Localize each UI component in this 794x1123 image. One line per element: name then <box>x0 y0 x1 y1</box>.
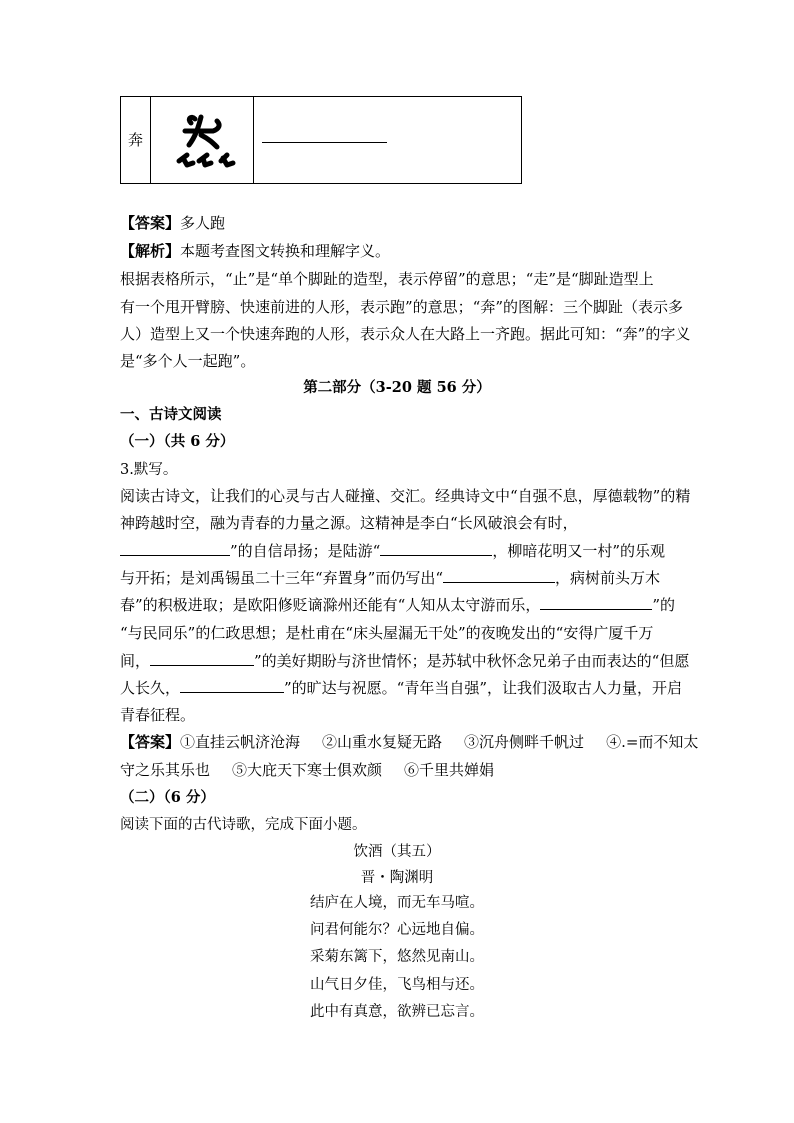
answer-line-1 <box>120 212 225 233</box>
answer-text: 多人跑 <box>180 214 226 232</box>
character-table <box>120 96 522 184</box>
cloze-line: 青春征程。 <box>120 706 196 724</box>
cloze-line <box>120 677 682 698</box>
subheading-2: （二）（6 分） <box>120 789 215 806</box>
blank-2[interactable] <box>380 541 492 556</box>
cloze-text: 间， <box>120 652 151 670</box>
paragraph-line: 是“多个人一起跑”。 <box>120 352 256 370</box>
paragraph-line: 有一个甩开臂膀、快速前进的人形，表示跑”的意思；“奔”的图解：三个脚趾（表示多 <box>120 298 684 316</box>
heading-1: 一、古诗文阅读 <box>120 406 222 423</box>
answer-item: ①直挂云帆济沧海 <box>180 733 301 751</box>
instruction: 阅读下面的古代诗歌，完成下面小题。 <box>120 817 367 833</box>
cloze-text: ”的旷达与祝愿。“青年当自强”，让我们汲取古人力量，开启 <box>284 679 683 697</box>
section-title: 第二部分（3-20 题 56 分） <box>303 379 491 396</box>
poem-line: 结庐在人境，而无车马喧。 <box>310 895 484 911</box>
poem-author: 晋・陶渊明 <box>360 870 434 886</box>
analysis-line <box>120 240 390 261</box>
blank-6[interactable] <box>180 678 284 693</box>
cloze-text: ”的 <box>652 596 676 614</box>
analysis-label: 【解析】 <box>120 242 181 260</box>
cloze-line <box>120 540 665 561</box>
question-3: 3.默写。 <box>120 462 178 478</box>
answer-label: 【答案】 <box>120 214 181 232</box>
poem-line: 问君何能尔？心远地自偏。 <box>310 922 484 938</box>
subheading-1: （一）（共 6 分） <box>120 433 235 450</box>
answer-item: ⑤大庇天下寒士俱欢颜 <box>232 761 383 779</box>
cloze-line: 阅读古诗文，让我们的心灵与古人碰撞、交汇。经典诗文中“自强不息，厚德载物”的精 <box>120 487 691 505</box>
cloze-line: “与民同乐”的仁政思想；是杜甫在“床头屋漏无干处”的夜晚发出的“安得广厦千万 <box>120 624 654 642</box>
cloze-text: ”的美好期盼与济世情怀；是苏轼中秋怀念兄弟子由而表达的“但愿 <box>254 652 690 670</box>
poem-line: 采菊东篱下，悠然见南山。 <box>310 949 484 965</box>
answer-item: ⑥千里共婵娟 <box>404 761 495 779</box>
poem-line: 此中有真意，欲辨已忘言。 <box>310 1004 484 1020</box>
answer-line-2 <box>120 731 698 752</box>
cloze-text: 与开拓；是刘禹锡虽二十三年“弃置身”而仍写出“ <box>120 569 444 587</box>
table-cell-answer <box>254 97 521 183</box>
cloze-line <box>120 594 675 615</box>
table-cell-char <box>121 97 151 183</box>
cloze-line <box>120 650 689 671</box>
cloze-line: 神跨越时空，融为青春的力量之源。这精神是李白“长风破浪会有时， <box>120 514 578 532</box>
answer-item: 守之乐其乐也 <box>120 761 211 779</box>
cloze-text: ，柳暗花明又一村”的乐观 <box>492 542 666 560</box>
paragraph-line: 根据表格所示，“止”是“单个脚趾的造型，表示停留”的意思；“走”是“脚趾造型上 <box>120 270 654 288</box>
ancient-ben-glyph-icon <box>165 107 245 175</box>
paragraph-line: 人）造型上又一个快速奔跑的人形，表示众人在大路上一齐跑。据此可知：“奔”的字义 <box>120 325 691 343</box>
cloze-line <box>120 567 660 588</box>
blank-5[interactable] <box>150 651 254 666</box>
table-char: 奔 <box>128 131 144 149</box>
answer-label: 【答案】 <box>120 733 181 751</box>
blank-1[interactable] <box>120 541 230 556</box>
analysis-text: 本题考查图文转换和理解字义。 <box>180 242 391 260</box>
cloze-text: ”的自信昂扬；是陆游“ <box>230 542 381 560</box>
answer-item: ②山重水复疑无路 <box>322 733 443 751</box>
table-cell-glyph <box>151 97 254 183</box>
cloze-text: 人长久， <box>120 679 181 697</box>
cloze-text: 春”的积极进取；是欧阳修贬谪滁州还能有“人知从太守游而乐， <box>120 596 541 614</box>
poem-line: 山气日夕佳，飞鸟相与还。 <box>310 977 484 993</box>
answer-item: ④.=而不知太 <box>606 733 699 751</box>
answer-blank[interactable] <box>262 142 387 143</box>
cloze-text: ，病树前头万木 <box>555 569 661 587</box>
answer-line-3 <box>120 759 494 780</box>
blank-4[interactable] <box>540 595 652 610</box>
poem-title: 饮酒（其五） <box>353 844 441 860</box>
blank-3[interactable] <box>443 568 555 583</box>
answer-item: ③沉舟侧畔千帆过 <box>464 733 585 751</box>
